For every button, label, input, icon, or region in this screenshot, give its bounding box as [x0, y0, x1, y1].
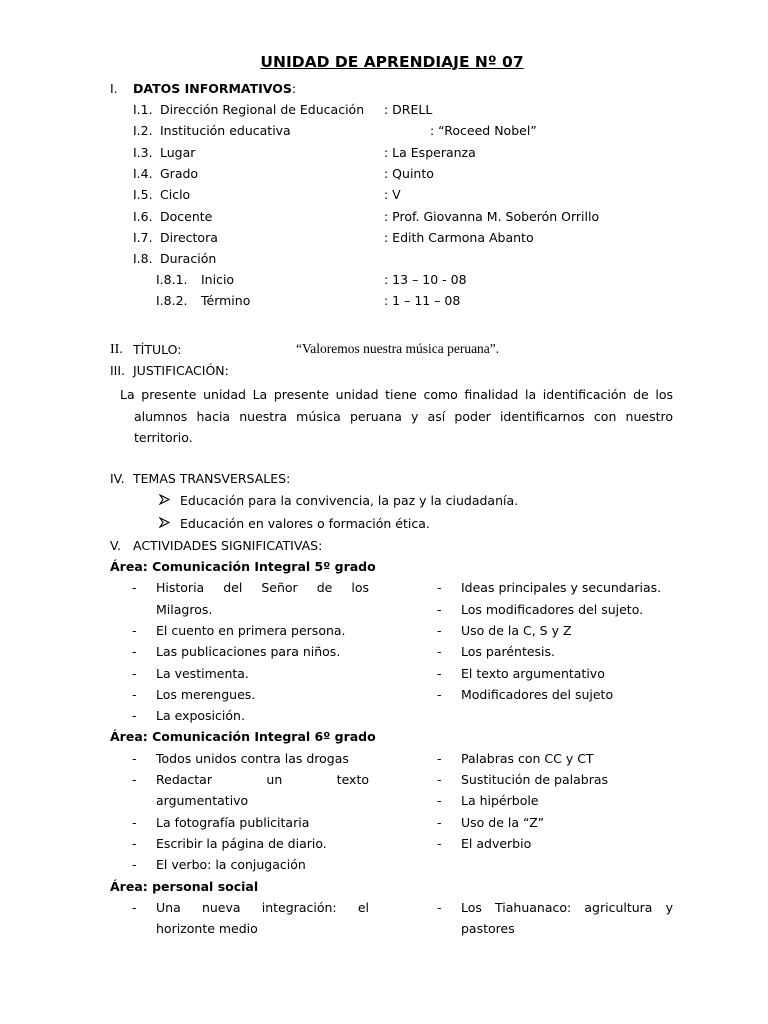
activity-item-right: El texto argumentativo	[461, 665, 605, 681]
activity-item-left: El cuento en primera persona.	[156, 622, 346, 638]
activity-item-left: El verbo: la conjugación	[156, 857, 306, 873]
activity-item-left: Todos unidos contra las drogas	[156, 750, 349, 766]
dash-bullet: -	[132, 665, 137, 681]
activity-item-right: Los modificadores del sujeto.	[461, 601, 644, 617]
dash-bullet: -	[132, 772, 137, 787]
area-title: Área: Comunicación Integral 6º grado	[110, 729, 376, 745]
dash-bullet: -	[437, 814, 442, 830]
justification-paragraph	[110, 384, 673, 449]
data-item-label: Ciclo	[160, 187, 191, 203]
area-title: Área: Comunicación Integral 5º grado	[110, 559, 376, 574]
dash-bullet: -	[437, 793, 442, 809]
activity-item-right: Modificadores del sujeto	[461, 686, 614, 702]
data-item-number: I.6.	[133, 208, 153, 224]
data-item-number: I.8.	[133, 251, 153, 267]
dash-bullet: -	[132, 708, 137, 724]
section-1-heading-text: DATOS INFORMATIVOS	[133, 81, 292, 96]
activity-item-left: horizonte medio	[156, 921, 258, 937]
arrow-bullet-icon	[159, 492, 170, 510]
section-3-heading: JUSTIFICACIÓN:	[133, 363, 229, 378]
data-item-number: I.4.	[133, 165, 153, 181]
data-item-number: I.2.	[133, 123, 153, 139]
dash-bullet: -	[437, 665, 442, 681]
dash-bullet: -	[132, 750, 137, 766]
dash-bullet: -	[132, 644, 137, 660]
data-item-label: Grado	[160, 165, 199, 181]
activity-item-left: La fotografía publicitaria	[156, 814, 310, 830]
activity-item-left: Las publicaciones para niños.	[156, 644, 341, 660]
dash-bullet: -	[132, 857, 137, 873]
section-3-number: III.	[110, 363, 126, 378]
activity-item-left: Redactar un texto	[156, 772, 369, 787]
dash-bullet: -	[437, 835, 442, 851]
data-item-value: : La Esperanza	[384, 144, 476, 160]
activity-item-left: La vestimenta.	[156, 665, 249, 681]
section-2-title-value: “Valoremos nuestra música peruana”.	[296, 341, 500, 356]
activity-item-right: Ideas principales y secundarias.	[461, 580, 662, 596]
transversal-theme-1: Educación para la convivencia, la paz y la ciudadanía.	[180, 493, 519, 508]
duration-item-label: Término	[201, 293, 251, 309]
section-2-number: II.	[110, 342, 123, 357]
dash-bullet: -	[132, 580, 137, 596]
data-item-label: Directora	[160, 229, 218, 245]
justification-line-2: alumnos hacia nuestra música peruana y así poder identificarnos con nuestro	[134, 408, 673, 424]
activity-item-right: Uso de la C, S y Z	[461, 622, 572, 638]
dash-bullet: -	[132, 686, 137, 702]
duration-item-value: : 1 – 11 – 08	[384, 293, 461, 309]
transversal-theme-2: Educación en valores o formación ética.	[180, 516, 430, 531]
activity-item-left: Milagros.	[156, 601, 213, 617]
activity-item-left: Historia del Señor de los	[156, 580, 369, 596]
section-1-colon: :	[291, 81, 297, 96]
activity-item-right: pastores	[461, 921, 515, 937]
duration-item-number: I.8.2.	[156, 293, 188, 309]
dash-bullet: -	[437, 601, 442, 617]
activity-item-right: El adverbio	[461, 835, 532, 851]
dash-bullet: -	[437, 686, 442, 702]
activity-item-left: La exposición.	[156, 708, 245, 724]
justification-line-1: La presente unidad La presente unidad tiene como finalidad la identificación de los	[120, 387, 673, 402]
data-item-value: : Prof. Giovanna M. Soberón Orrillo	[384, 208, 600, 224]
activity-item-left: argumentativo	[156, 793, 249, 809]
data-item-label: Lugar	[160, 144, 196, 160]
data-item-number: I.7.	[133, 229, 153, 245]
data-item-label: Duración	[160, 251, 217, 267]
data-item-value: : DRELL	[384, 102, 433, 117]
arrow-bullet-icon	[159, 515, 170, 533]
section-4-number: IV.	[110, 471, 125, 486]
data-item-value: : “Roceed Nobel”	[430, 123, 537, 139]
dash-bullet: -	[437, 580, 442, 596]
activity-item-left: Una nueva integración: el	[156, 899, 369, 915]
activity-item-left: Escribir la página de diario.	[156, 835, 327, 851]
data-item-value: : V	[384, 187, 401, 203]
section-5-heading: ACTIVIDADES SIGNIFICATIVAS:	[133, 538, 323, 553]
dash-bullet: -	[132, 835, 137, 851]
section-1-heading	[133, 80, 296, 98]
dash-bullet: -	[132, 622, 137, 638]
data-item-label: Institución educativa	[160, 123, 291, 139]
data-item-value: : Edith Carmona Abanto	[384, 229, 534, 245]
dash-bullet: -	[437, 644, 442, 660]
data-item-number: I.1.	[133, 102, 153, 117]
section-1-number: I.	[110, 81, 118, 96]
dash-bullet: -	[132, 899, 137, 915]
dash-bullet: -	[437, 622, 442, 638]
activity-item-right: La hipérbole	[461, 793, 539, 809]
activity-item-right: Palabras con CC y CT	[461, 750, 594, 766]
document-title: UNIDAD DE APRENDIAJE Nº 07	[260, 53, 524, 71]
dash-bullet: -	[437, 772, 442, 787]
data-item-label: Docente	[160, 208, 213, 224]
section-2-heading: TÍTULO:	[133, 342, 182, 357]
activity-item-right: Los paréntesis.	[461, 644, 556, 660]
duration-item-label: Inicio	[201, 272, 235, 287]
dash-bullet: -	[437, 750, 442, 766]
duration-item-number: I.8.1.	[156, 272, 188, 287]
dash-bullet: -	[437, 899, 442, 915]
data-item-number: I.3.	[133, 144, 153, 160]
duration-item-value: : 13 – 10 - 08	[384, 272, 467, 287]
justification-line-3: territorio.	[134, 430, 193, 445]
activity-item-right: Uso de la “Z”	[461, 814, 545, 830]
section-4-heading: TEMAS TRANSVERSALES:	[133, 471, 291, 486]
data-item-number: I.5.	[133, 187, 153, 203]
data-item-label: Dirección Regional de Educación	[160, 102, 365, 117]
activity-item-right: Los Tiahuanaco: agricultura y	[461, 899, 673, 915]
data-item-value: : Quinto	[384, 165, 434, 181]
activity-item-right: Sustitución de palabras	[461, 772, 609, 787]
activity-item-left: Los merengues.	[156, 686, 256, 702]
area-title: Área: personal social	[110, 878, 259, 894]
section-5-number: V.	[110, 538, 121, 553]
dash-bullet: -	[132, 814, 137, 830]
